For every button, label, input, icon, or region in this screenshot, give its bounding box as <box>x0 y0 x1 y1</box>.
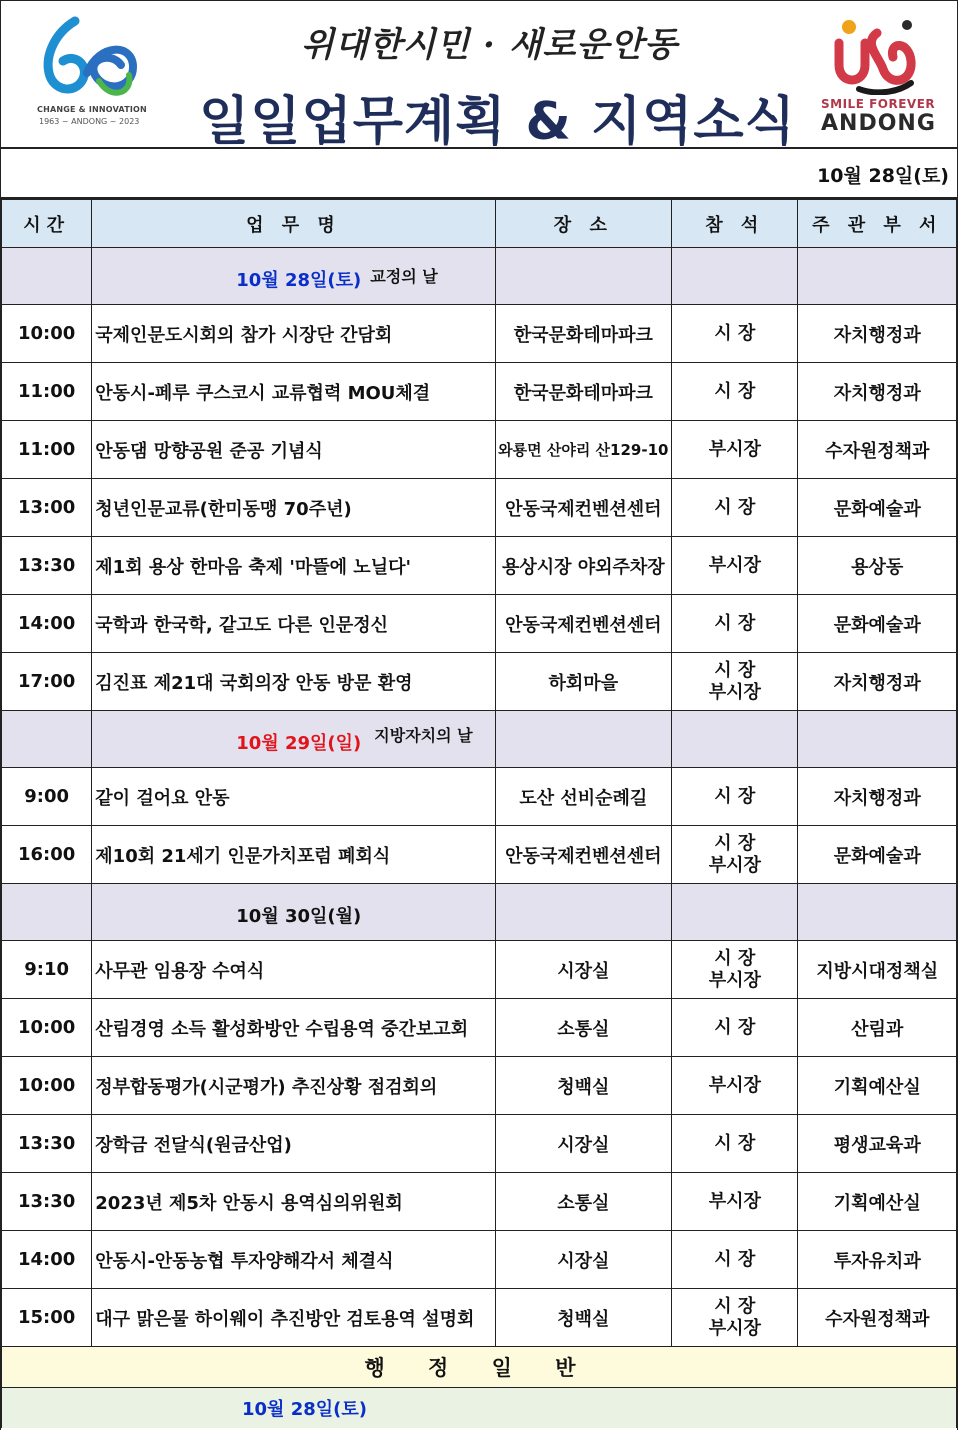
day-header-cell <box>672 248 798 305</box>
day-header-cell <box>798 248 957 305</box>
dept-cell: 수자원정책과 <box>798 421 957 479</box>
header <box>1 1 957 152</box>
attendees-cell <box>672 768 798 826</box>
attendees-cell <box>672 1231 798 1289</box>
dept-cell: 지방시대정책실 <box>798 941 957 999</box>
attendee: 시 장 <box>714 1016 756 1038</box>
task-cell: 안동시-페루 쿠스코시 교류협력 MOU체결 <box>92 363 495 421</box>
day-header-cell <box>798 711 957 768</box>
attendees-cell <box>672 826 798 884</box>
section-row <box>2 1347 957 1388</box>
day-header-cell <box>495 711 672 768</box>
attendee: 시 장 <box>714 832 756 854</box>
attendee: 부시장 <box>708 969 761 991</box>
col-header-attendees: 참 석 <box>672 200 798 248</box>
day-header-cell <box>798 884 957 941</box>
section-date: 10월 28일(토) <box>242 1399 367 1420</box>
day-name: 교정의 날 <box>370 267 438 286</box>
task-cell: 청년인문교류(한미동맹 70주년) <box>92 479 495 537</box>
table-row <box>2 941 957 999</box>
time-cell: 10:00 <box>2 1057 92 1115</box>
task-cell: 안동시-안동농협 투자양해각서 체결식 <box>92 1231 495 1289</box>
dept-cell: 자치행정과 <box>798 653 957 711</box>
time-cell: 14:00 <box>2 1231 92 1289</box>
dept-cell: 문화예술과 <box>798 479 957 537</box>
time-cell: 13:30 <box>2 1173 92 1231</box>
task-cell: 2023년 제5차 안동시 용역심의위원회 <box>92 1173 495 1231</box>
place-cell: 와룡면 산야리 산129-10 <box>495 421 672 479</box>
table-header-row <box>2 200 957 248</box>
place-cell: 하회마을 <box>495 653 672 711</box>
slogan: 위대한시민 · 새로운안동 <box>301 25 678 65</box>
table-row <box>2 826 957 884</box>
attendee: 시 장 <box>714 947 756 969</box>
place-cell: 청백실 <box>495 1057 672 1115</box>
time-cell: 9:10 <box>2 941 92 999</box>
time-cell: 16:00 <box>2 826 92 884</box>
table-row <box>2 363 957 421</box>
attendees-cell <box>672 363 798 421</box>
task-cell: 대구 맑은물 하이웨이 추진방안 검토용역 설명회 <box>92 1289 495 1347</box>
place-cell: 시장실 <box>495 941 672 999</box>
table-row <box>2 999 957 1057</box>
dept-cell: 기획예산실 <box>798 1057 957 1115</box>
attendee: 시 장 <box>714 1132 756 1154</box>
table-row <box>2 1057 957 1115</box>
col-header-dept: 주 관 부 서 <box>798 200 957 248</box>
place-cell: 도산 선비순례길 <box>495 768 672 826</box>
place-cell: 안동국제컨벤션센터 <box>495 826 672 884</box>
attendee: 부시장 <box>708 554 761 576</box>
task-cell: 국제인문도시회의 참가 시장단 간담회 <box>92 305 495 363</box>
time-cell: 10:00 <box>2 999 92 1057</box>
dept-cell: 평생교육과 <box>798 1115 957 1173</box>
section-date-row <box>2 1388 957 1429</box>
time-cell: 15:00 <box>2 1289 92 1347</box>
time-cell: 14:00 <box>2 595 92 653</box>
attendee: 부시장 <box>708 681 761 703</box>
task-cell: 장학금 전달식(원금산업) <box>92 1115 495 1173</box>
time-cell: 9:00 <box>2 768 92 826</box>
place-cell: 한국문화테마파크 <box>495 363 672 421</box>
place-cell: 용상시장 야외주차장 <box>495 537 672 595</box>
day-header-cell <box>2 711 92 768</box>
place-cell: 청백실 <box>495 1289 672 1347</box>
day-header-cell <box>495 884 672 941</box>
table-row <box>2 421 957 479</box>
day-label-cell <box>92 711 495 768</box>
schedule-table <box>1 199 957 1428</box>
dept-cell: 기획예산실 <box>798 1173 957 1231</box>
day-header-row <box>2 248 957 305</box>
attendee: 시 장 <box>714 380 756 402</box>
place-cell: 소통실 <box>495 999 672 1057</box>
time-cell: 11:00 <box>2 421 92 479</box>
attendees-cell <box>672 1057 798 1115</box>
task-cell: 김진표 제21대 국회의장 안동 방문 환영 <box>92 653 495 711</box>
attendee: 부시장 <box>708 1317 761 1339</box>
time-cell: 17:00 <box>2 653 92 711</box>
task-cell: 산림경영 소득 활성화방안 수립용역 중간보고회 <box>92 999 495 1057</box>
attendees-cell <box>672 305 798 363</box>
attendees-cell <box>672 1289 798 1347</box>
day-header-cell <box>672 711 798 768</box>
attendees-cell <box>672 1173 798 1231</box>
table-row <box>2 305 957 363</box>
attendees-cell <box>672 1115 798 1173</box>
time-cell: 10:00 <box>2 305 92 363</box>
day-header-cell <box>672 884 798 941</box>
day-header-row <box>2 884 957 941</box>
attendees-cell <box>672 537 798 595</box>
task-cell: 같이 걸어요 안동 <box>92 768 495 826</box>
attendee: 시 장 <box>714 612 756 634</box>
place-cell: 시장실 <box>495 1115 672 1173</box>
report-date: 10월 28일(토) <box>817 165 949 187</box>
60th-anniversary-logo <box>29 13 149 131</box>
attendee: 시 장 <box>714 659 756 681</box>
task-cell: 제10회 21세기 인문가치포럼 폐회식 <box>92 826 495 884</box>
attendee: 시 장 <box>714 1295 756 1317</box>
dept-cell: 수자원정책과 <box>798 1289 957 1347</box>
task-cell: 안동댐 망향공원 준공 기념식 <box>92 421 495 479</box>
col-header-task: 업 무 명 <box>92 200 495 248</box>
col-header-time: 시간 <box>2 200 92 248</box>
table-row <box>2 1289 957 1347</box>
day-header-cell <box>2 248 92 305</box>
dept-cell: 자치행정과 <box>798 305 957 363</box>
attendee: 시 장 <box>714 785 756 807</box>
day-header-cell <box>2 884 92 941</box>
place-cell: 한국문화테마파크 <box>495 305 672 363</box>
attendee: 부시장 <box>708 1074 761 1096</box>
page-title: 일일업무계획 & 지역소식 <box>199 92 796 152</box>
col-header-place: 장 소 <box>495 200 672 248</box>
place-cell: 소통실 <box>495 1173 672 1231</box>
dept-cell: 투자유치과 <box>798 1231 957 1289</box>
attendee: 부시장 <box>708 438 761 460</box>
task-cell: 제1회 용상 한마음 축제 '마뜰에 노닐다' <box>92 537 495 595</box>
table-row <box>2 595 957 653</box>
table-row <box>2 1115 957 1173</box>
dept-cell: 산림과 <box>798 999 957 1057</box>
table-row <box>2 653 957 711</box>
dept-cell: 용상동 <box>798 537 957 595</box>
day-header-cell <box>495 248 672 305</box>
time-cell: 13:30 <box>2 1115 92 1173</box>
attendees-cell <box>672 595 798 653</box>
place-cell: 시장실 <box>495 1231 672 1289</box>
place-cell: 안동국제컨벤션센터 <box>495 479 672 537</box>
report-date-bar <box>1 149 957 199</box>
day-date: 10월 28일(토) <box>236 270 362 291</box>
table-row <box>2 537 957 595</box>
day-label-cell <box>92 248 495 305</box>
task-cell: 국학과 한국학, 같고도 다른 인문정신 <box>92 595 495 653</box>
table-row <box>2 1173 957 1231</box>
time-cell: 13:30 <box>2 537 92 595</box>
logo-line-2: ANDONG <box>821 111 936 136</box>
attendees-cell <box>672 999 798 1057</box>
time-cell: 13:00 <box>2 479 92 537</box>
section-date-cell <box>2 1388 957 1429</box>
smile-andong-logo <box>819 13 935 137</box>
attendees-cell <box>672 653 798 711</box>
dept-cell: 문화예술과 <box>798 595 957 653</box>
dept-cell: 문화예술과 <box>798 826 957 884</box>
attendees-cell <box>672 941 798 999</box>
dept-cell: 자치행정과 <box>798 768 957 826</box>
attendee: 시 장 <box>714 496 756 518</box>
task-cell: 정부합동평가(시군평가) 추진상황 점검회의 <box>92 1057 495 1115</box>
attendee: 시 장 <box>714 322 756 344</box>
task-cell: 사무관 임용장 수여식 <box>92 941 495 999</box>
attendee: 시 장 <box>714 1248 756 1270</box>
day-name: 지방자치의 날 <box>374 726 473 745</box>
day-date: 10월 29일(일) <box>236 733 362 754</box>
attendees-cell <box>672 479 798 537</box>
attendee: 부시장 <box>708 854 761 876</box>
attendees-cell <box>672 421 798 479</box>
table-row <box>2 479 957 537</box>
logo-caption-1: CHANGE & INNOVATION <box>37 105 147 114</box>
day-date: 10월 30일(월) <box>236 906 362 927</box>
logo-line-1: SMILE FOREVER <box>821 97 936 111</box>
table-row <box>2 768 957 826</box>
attendee: 부시장 <box>708 1190 761 1212</box>
table-row <box>2 1231 957 1289</box>
place-cell: 안동국제컨벤션센터 <box>495 595 672 653</box>
day-label-cell <box>92 884 495 941</box>
schedule-body <box>2 248 957 1347</box>
day-header-row <box>2 711 957 768</box>
dept-cell: 자치행정과 <box>798 363 957 421</box>
time-cell: 11:00 <box>2 363 92 421</box>
logo-caption-2: 1963 ~ ANDONG ~ 2023 <box>39 117 140 126</box>
section-title: 행 정 일 반 <box>2 1347 957 1388</box>
